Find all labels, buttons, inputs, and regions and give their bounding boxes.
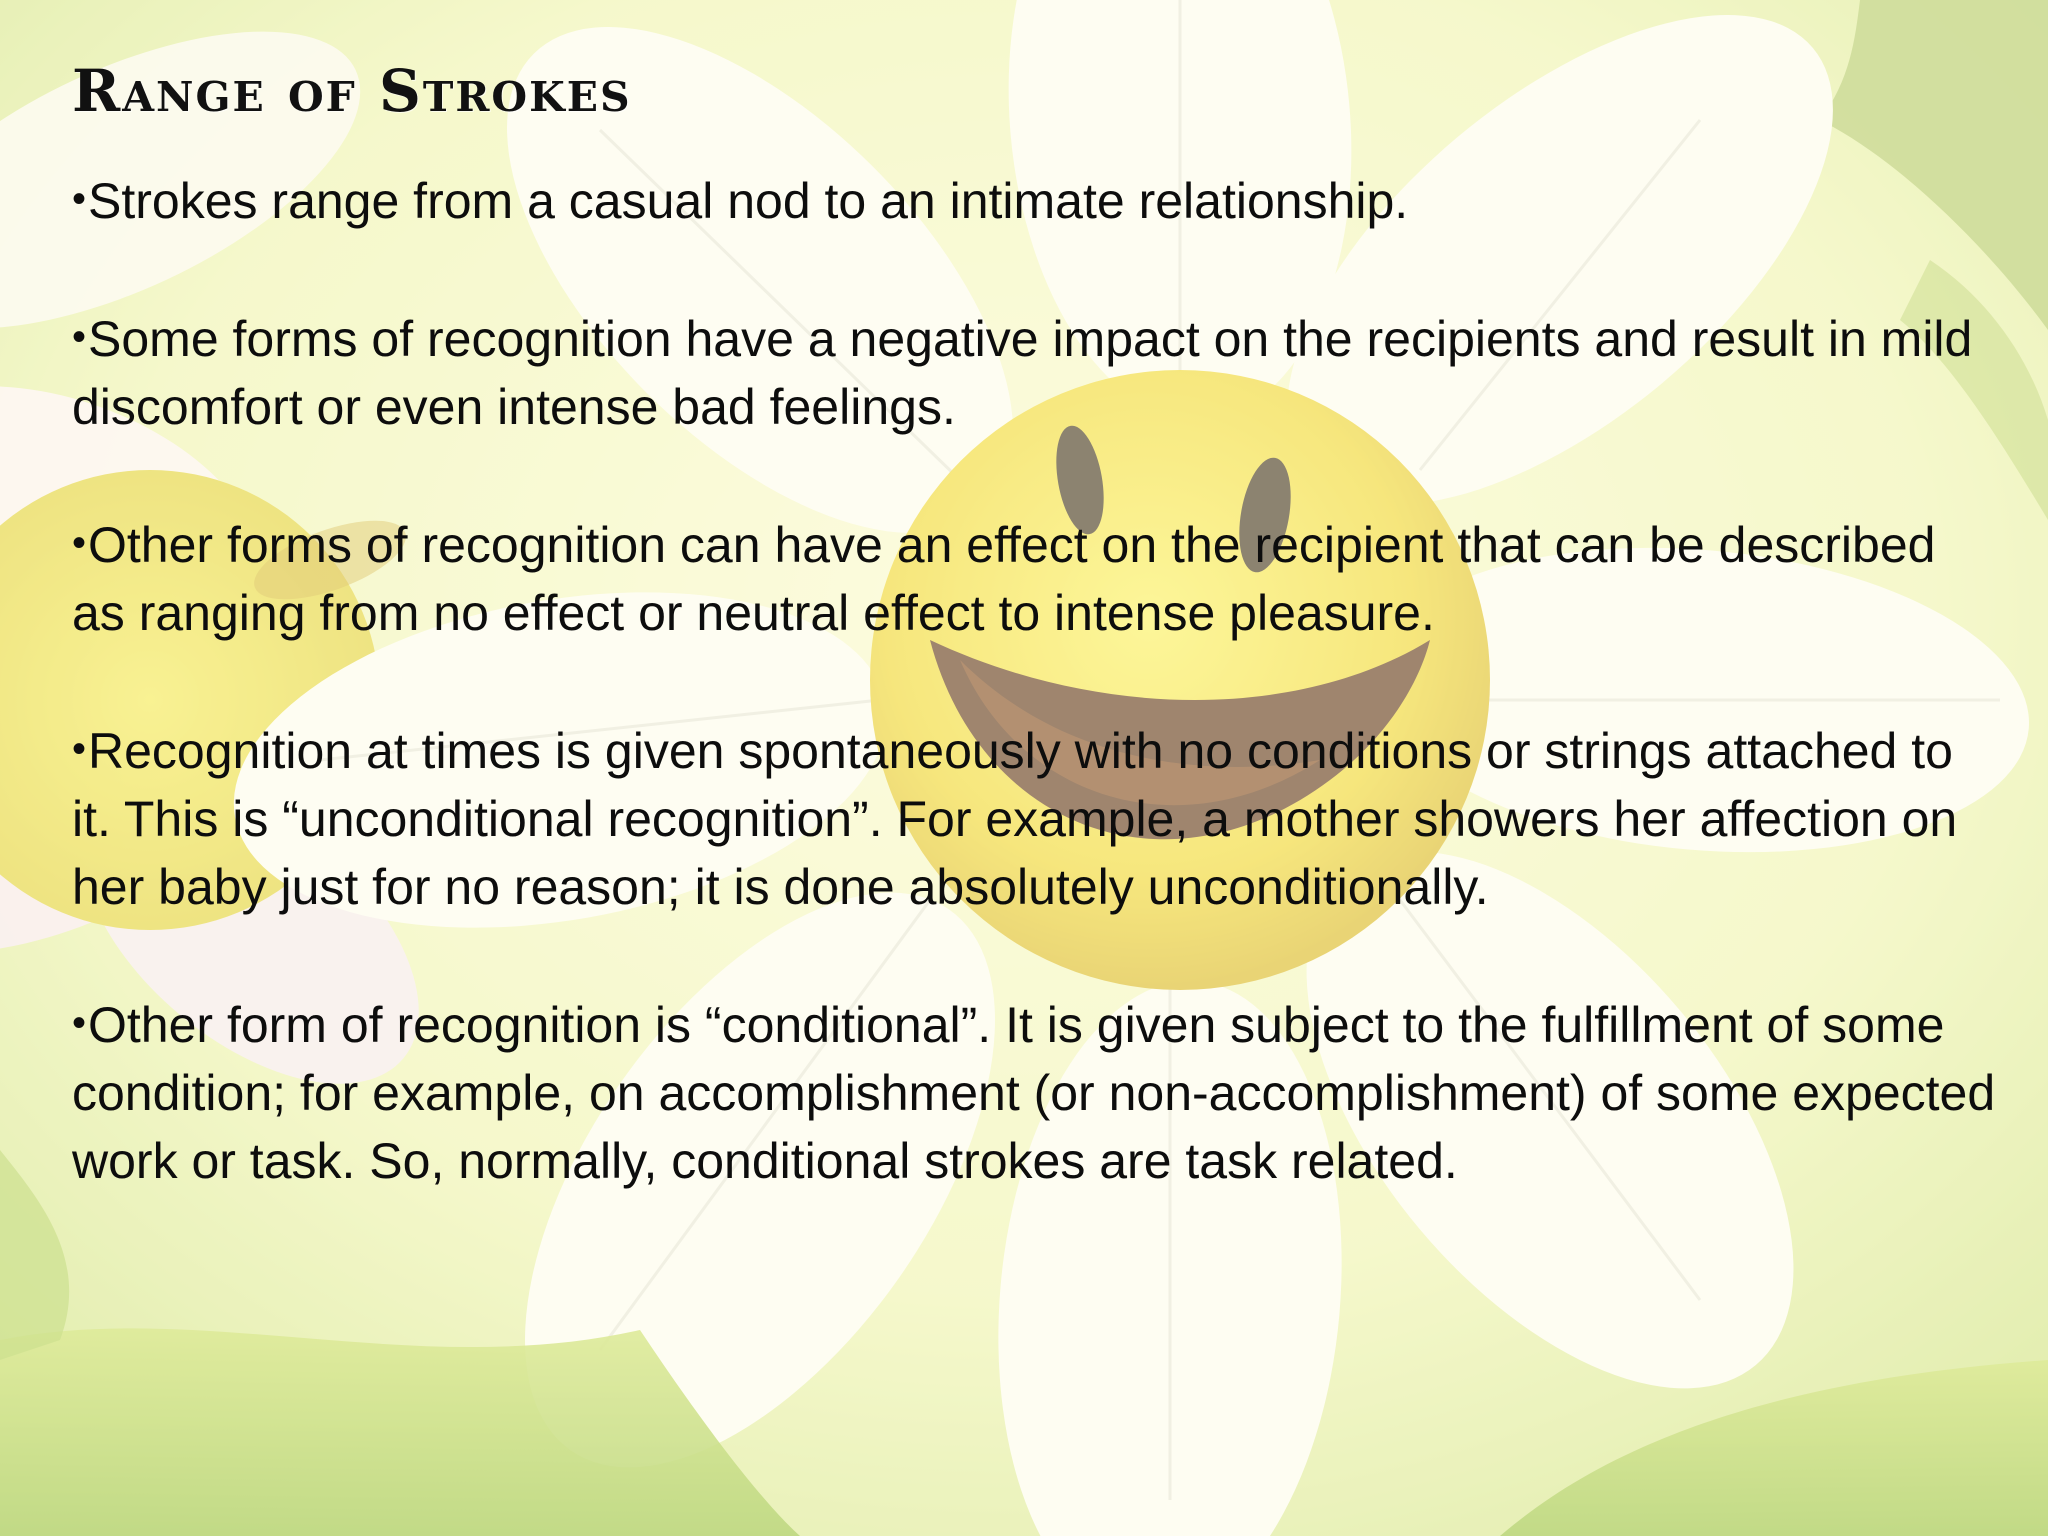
bullet-item [72,509,2002,647]
slide-content [72,58,2002,1195]
bullet-glyph: • [72,520,87,565]
bullet-text: Recognition at times is given spontaneously with no conditions or strings attached to it. This is “unconditional recognition”. For example, a mother showers her affection on her baby just for no reason; it is done absolutely unconditionally. [72,722,1958,915]
bullet-text: Strokes range from a casual nod to an intimate relationship. [88,172,1409,229]
bullet-text: Other form of recognition is “conditional”. It is given subject to the fulfillment of some condition; for example, on accomplishment (or non-accomplishment) of some expected work or task. So, normally, conditional strokes are task related. [72,996,1996,1189]
bullet-glyph: • [72,726,87,771]
bullet-item [72,989,2002,1195]
slide-title: Range of Strokes [72,57,632,125]
bullet-item [72,303,2002,441]
bullet-list [72,165,2002,1195]
bullet-text: Other forms of recognition can have an effect on the recipient that can be described as ranging from no effect or neutral effect to intense pleasure. [72,516,1936,641]
bullet-item [72,165,2002,235]
bullet-glyph: • [72,1000,87,1045]
bullet-text: Some forms of recognition have a negative impact on the recipients and result in mild discomfort or even intense bad feelings. [72,310,1973,435]
bullet-glyph: • [72,176,87,221]
bullet-glyph: • [72,314,87,359]
bullet-item [72,715,2002,921]
